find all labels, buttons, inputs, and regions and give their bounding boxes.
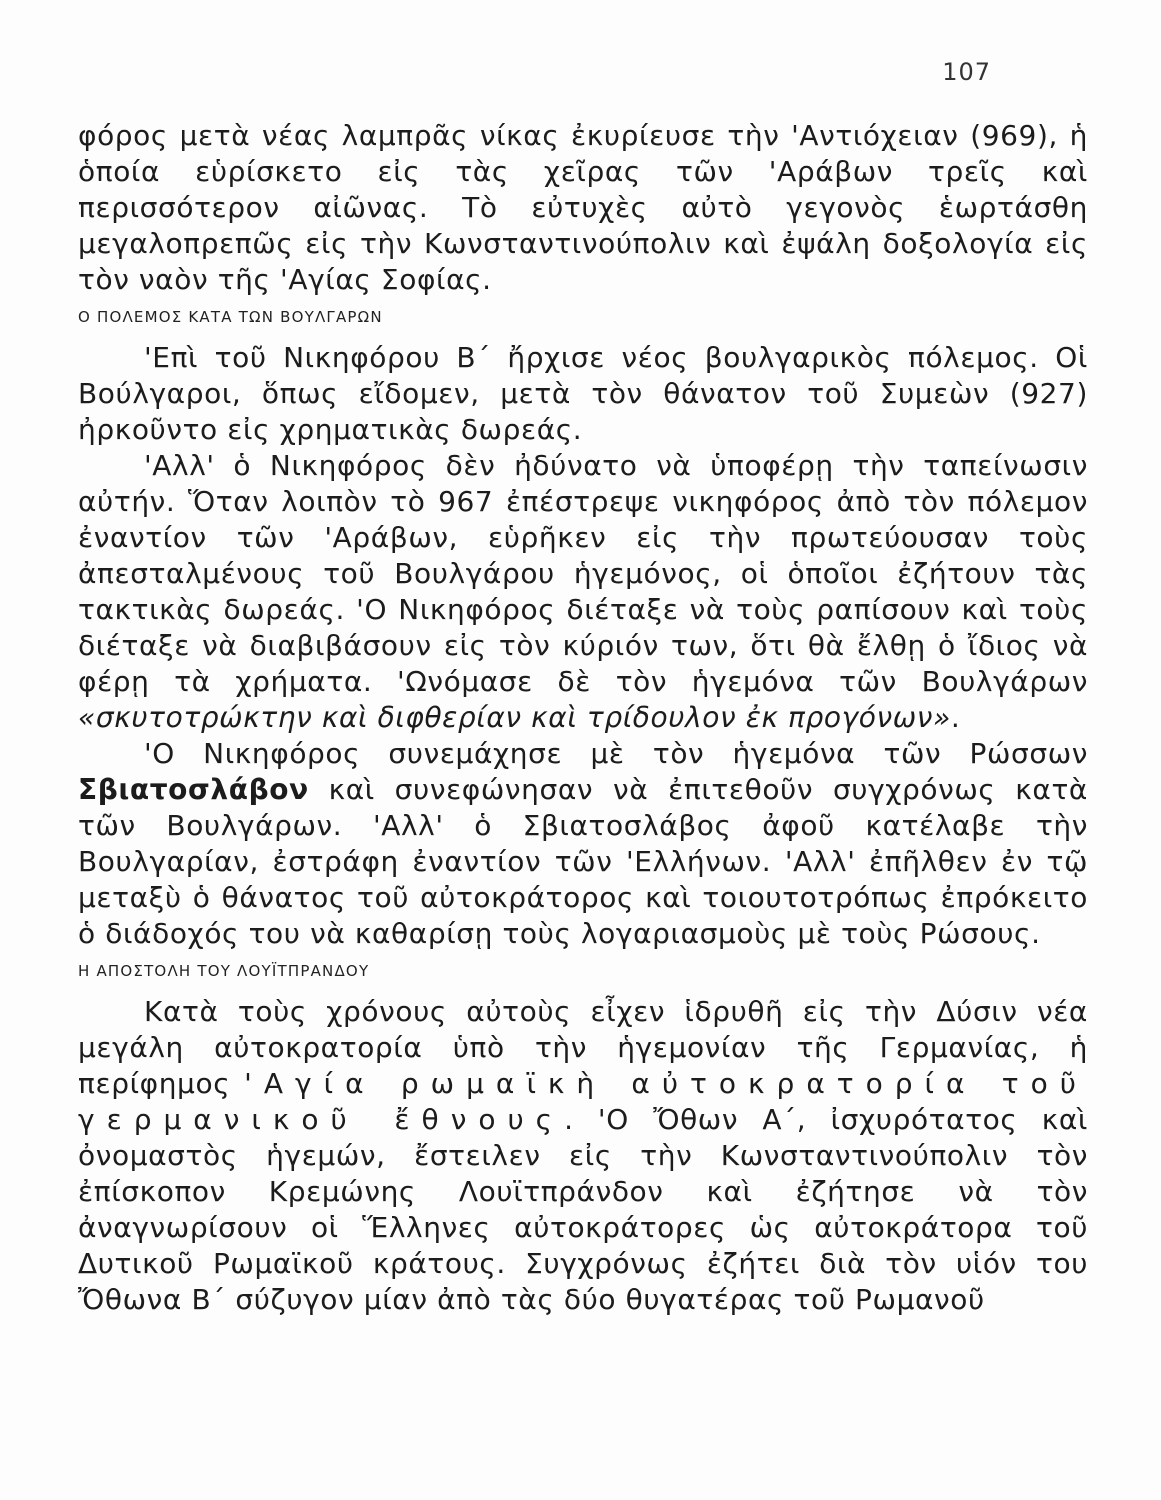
section-heading-bulgarian-war: Ο ΠΟΛΕΜΟΣ ΚΑΤΑ ΤΩΝ ΒΟΥΛΓΑΡΩΝ bbox=[78, 308, 383, 326]
paragraph-end: . bbox=[950, 701, 961, 734]
quoted-insult: «σκυτοτρώκτην καὶ διφθερίαν καὶ τρίδουλον ἐκ προγόνων» bbox=[78, 701, 951, 734]
emphasized-name: Σβιατοσλάβον bbox=[78, 773, 309, 806]
paragraph-text: Κατὰ τοὺς χρόνους αὐτοὺς εἶχεν ἱδρυθῆ εἰς τὴν Δύσιν νέα μεγάλη αὐτοκρατορία ὑπὸ τὴν ἡγεμονίαν τῆς Γερμανίας, ἡ περίφημος bbox=[78, 995, 1088, 1100]
paragraph-bulgarian-war-start: 'Επὶ τοῦ Νικηφόρου Β΄ ἤρχισε νέος βουλγαρικὸς πόλεμος. Οἱ Βούλγαροι, ὅπως εἴδομεν, μετὰ τὸν θάνατον τοῦ Συμεὼν (927) ἠρκοῦντο εἰς χρηματικὰς δωρεάς. bbox=[78, 341, 1088, 446]
paragraph-holy-roman-empire bbox=[78, 994, 1088, 1318]
paragraph-nikephoros-insult bbox=[78, 448, 1088, 736]
paragraph-text-continued: καὶ συνεφώνησαν νὰ ἐπιτεθοῦν συγχρόνως κατὰ τῶν Βουλγάρων. 'Αλλ' ὁ Σβιατοσλάβος ἀφοῦ κατέλαβε τὴν Βουλγαρίαν, ἐστράφη ἐναντίον τῶν 'Ελλήνων. 'Αλλ' ἐπῆλθεν ἐν τῷ μεταξὺ ὁ θάνατος τοῦ αὐτοκράτορος καὶ τοιουτοτρόπως ἐπρόκειτο ὁ διάδοχός του νὰ καθαρίσῃ τοὺς λογαριασμοὺς μὲ τοὺς Ρώσους. bbox=[78, 773, 1088, 950]
page-body bbox=[78, 118, 1088, 1318]
spaced-emphasis: 'Αγία ρωμαϊκὴ αὐτοκρατορία τοῦ γερμανικοῦ ἔθνους bbox=[78, 1067, 1088, 1136]
paragraph-sviatoslav-alliance bbox=[78, 736, 1088, 952]
paragraph-text: 'Αλλ' ὁ Νικηφόρος δὲν ἠδύνατο νὰ ὑποφέρῃ τὴν ταπείνωσιν αὐτήν. Ὅταν λοιπὸν τὸ 967 ἐπέστρεψε νικηφόρος ἀπὸ τὸν πόλεμον ἐναντίον τῶν 'Αράβων, εὑρῆκεν εἰς τὴν πρωτεύουσαν τοὺς ἀπεσταλμένους τοῦ Βουλγάρου ἡγεμόνος, οἱ ὁποῖοι ἐζήτουν τὰς τακτικὰς δωρεάς. 'Ο Νικηφόρος διέταξε νὰ τοὺς ραπίσουν καὶ τοὺς διέταξε νὰ διαβιβάσουν εἰς τὸν κύριόν των, ὅτι θὰ ἔλθῃ ὁ ἴδιος νὰ φέρῃ τὰ χρήματα. 'Ωνόμασε δὲ τὸν ἡγεμόνα τῶν Βουλγάρων bbox=[78, 449, 1088, 698]
paragraph-text: 'Ο Νικηφόρος συνεμάχησε μὲ τὸν ἡγεμόνα τῶν Ρώσσων bbox=[144, 737, 1088, 770]
paragraph-text-continued: . 'Ο Ὄθων Α΄, ἰσχυρότατος καὶ ὀνομαστὸς ἡγεμών, ἔστειλεν εἰς τὴν Κωνσταντινούπολιν τὸν ἐπίσκοπον Κρεμώνης Λουϊτπράνδον καὶ ἐζήτησε νὰ τὸν ἀναγνωρίσουν οἱ Ἕλληνες αὐτοκράτορες ὡς αὐτοκράτορα τοῦ Δυτικοῦ Ρωμαϊκοῦ κράτους. Συγχρόνως ἐζήτει διὰ τὸν υἱόν του Ὄθωνα Β΄ σύζυγον μίαν ἀπὸ τὰς δύο θυγατέρας τοῦ Ρωμανοῦ bbox=[78, 1103, 1088, 1316]
page-number: 107 bbox=[942, 58, 991, 86]
section-heading-liutprand-mission: Η ΑΠΟΣΤΟΛΗ ΤΟΥ ΛΟΥΪΤΠΡΑΝΔΟΥ bbox=[78, 962, 370, 980]
paragraph-antioch: φόρος μετὰ νέας λαμπρᾶς νίκας ἐκυρίευσε τὴν 'Αντιόχειαν (969), ἡ ὁποία εὑρίσκετο εἰς τὰς χεῖρας τῶν 'Αράβων τρεῖς καὶ περισσότερον αἰῶνας. Τὸ εὐτυχὲς αὐτὸ γεγονὸς ἑωρτάσθη μεγαλοπρεπῶς εἰς τὴν Κωνσταντινούπολιν καὶ ἐψάλη δοξολογία εἰς τὸν ναὸν τῆς 'Αγίας Σοφίας. bbox=[78, 119, 1088, 296]
